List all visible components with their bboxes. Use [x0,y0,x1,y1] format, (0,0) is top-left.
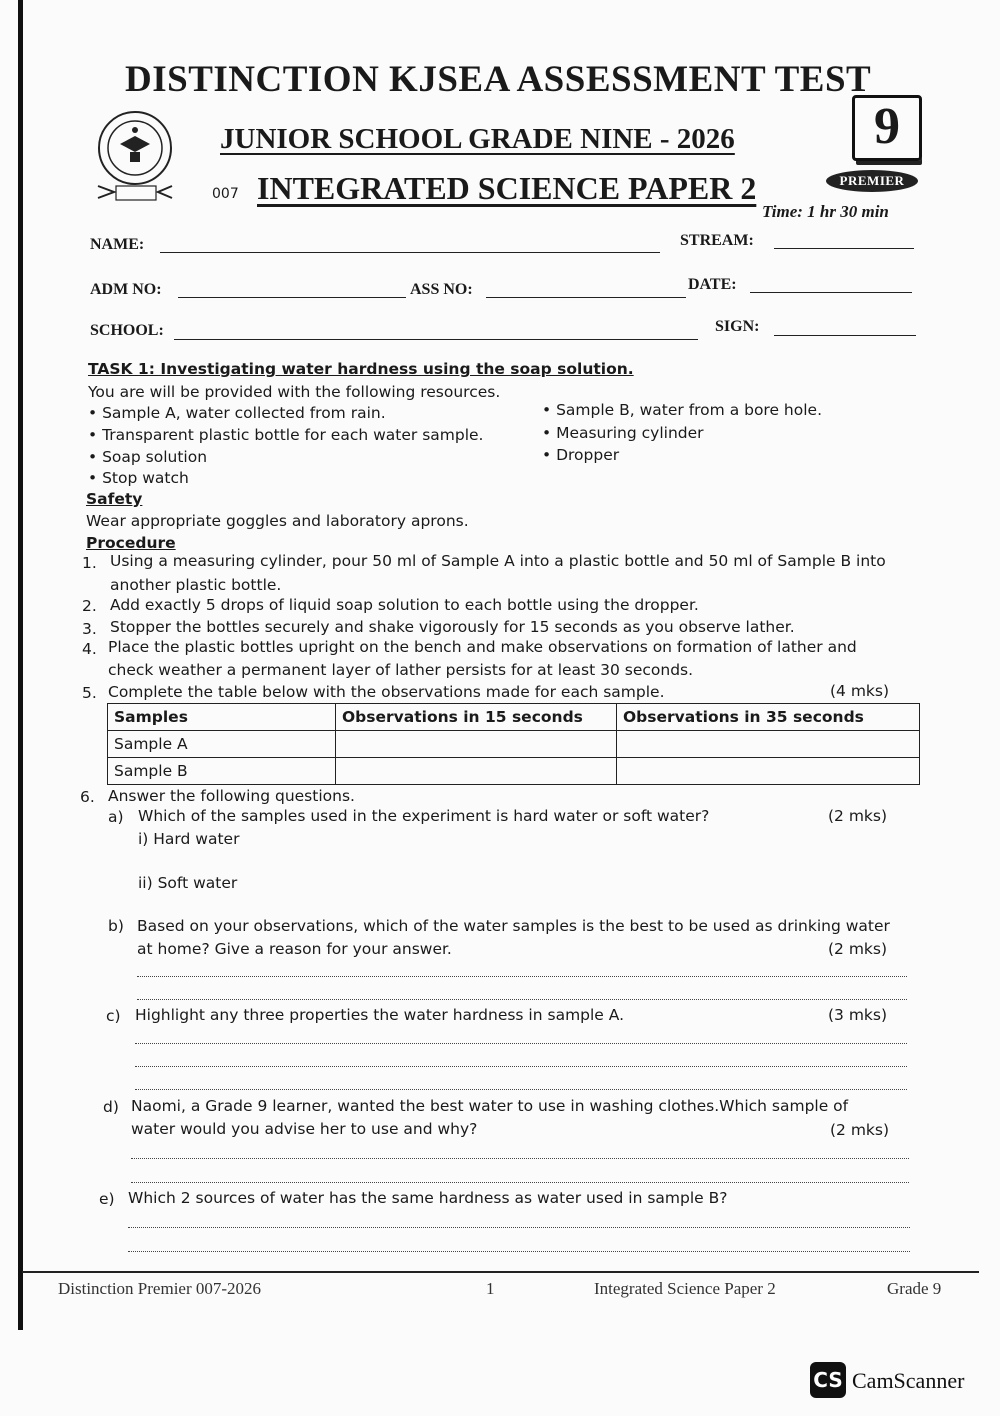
resource-item: • Soap solution [88,448,208,466]
name-field[interactable] [160,252,660,253]
resource-item: • Dropper [542,446,620,464]
footer-center: Integrated Science Paper 2 [594,1279,776,1298]
grade-badge: 9 [852,95,922,161]
premier-badge: PREMIER [826,170,918,192]
sub-question: i) Hard water [138,830,240,848]
question-label: a) [108,808,124,826]
resource-item: • Sample A, water collected from rain. [88,404,386,422]
observation-table [107,703,920,785]
answer-cell[interactable] [617,758,920,785]
task-heading: TASK 1: Investigating water hardness using the soap solution. [88,360,634,378]
answer-line[interactable] [137,999,907,1000]
exam-title: DISTINCTION KJSEA ASSESSMENT TEST [125,59,872,100]
camscanner-watermark: CamScanner [852,1368,965,1393]
paper-code: 007 [212,186,239,202]
sign-label: SIGN: [715,318,760,335]
answer-line[interactable] [131,1158,909,1159]
task-intro: You are will be provided with the following resources. [88,383,501,401]
procedure-heading: Procedure [86,534,176,552]
page-number: 1 [486,1279,495,1298]
scan-edge [18,0,23,1330]
time-allowed: Time: 1 hr 30 min [762,202,889,221]
step-text: Place the plastic bottles upright on the bench and make observations on formation of lather and [108,638,857,656]
step-number: 3. [82,620,97,638]
question-label: d) [103,1098,119,1116]
publisher-logo-icon [90,108,210,208]
step-number: 5. [82,684,97,702]
row-label: Sample B [108,758,336,785]
footer-left: Distinction Premier 007-2026 [58,1279,262,1298]
answer-line[interactable] [128,1227,910,1228]
answer-cell[interactable] [336,758,617,785]
question-text: Based on your observations, which of the water samples is the best to be used as drinking water [137,917,890,935]
marks-label: (2 mks) [828,940,888,958]
question-text: Answer the following questions. [108,787,355,805]
table-row [108,758,920,785]
resource-item: • Measuring cylinder [542,424,704,442]
date-field[interactable] [750,292,912,293]
question-text: at home? Give a reason for your answer. [137,940,452,958]
step-text: Add exactly 5 drops of liquid soap solution to each bottle using the dropper. [110,596,699,614]
name-label: NAME: [90,236,145,253]
sub-question: ii) Soft water [138,874,238,892]
sign-field[interactable] [774,335,916,336]
table-header-row [108,704,920,731]
adm-field[interactable] [178,297,406,298]
question-label: c) [106,1007,121,1025]
footer-right: Grade 9 [887,1279,942,1298]
question-label: e) [99,1190,115,1208]
question-text: water would you advise her to use and why? [131,1120,478,1138]
school-label: SCHOOL: [90,322,164,339]
step-number: 2. [82,597,97,615]
footer-divider [22,1271,979,1273]
resource-item: • Transparent plastic bottle for each water sample. [88,426,484,444]
step-text: Complete the table below with the observations made for each sample. [108,683,665,701]
ass-field[interactable] [486,297,686,298]
answer-cell[interactable] [336,731,617,758]
marks-label: (2 mks) [828,807,888,825]
question-text: Which 2 sources of water has the same hardness as water used in sample B? [128,1189,728,1207]
question-text: Naomi, a Grade 9 learner, wanted the best water to use in washing clothes.Which sample of [131,1097,849,1115]
question-label: b) [108,917,124,935]
resource-item: • Sample B, water from a bore hole. [542,401,823,419]
school-field[interactable] [174,339,698,340]
marks-label: (3 mks) [828,1006,888,1024]
camscanner-logo-icon: CS [810,1362,846,1398]
answer-cell[interactable] [617,731,920,758]
step-text: another plastic bottle. [110,576,282,594]
answer-line[interactable] [135,1043,907,1044]
date-label: DATE: [688,276,737,293]
resource-item: • Stop watch [88,469,189,487]
adm-label: ADM NO: [90,281,162,298]
answer-line[interactable] [128,1251,910,1252]
stream-field[interactable] [774,248,914,249]
safety-text: Wear appropriate goggles and laboratory aprons. [86,512,469,530]
step-text: Using a measuring cylinder, pour 50 ml of Sample A into a plastic bottle and 50 ml of Sample B into [110,552,886,570]
stream-label: STREAM: [680,232,754,249]
step-text: Stopper the bottles securely and shake vigorously for 15 seconds as you observe lather. [110,618,795,636]
column-header: Observations in 35 seconds [617,704,920,731]
marks-label: (2 mks) [830,1121,890,1139]
grade-subtitle: JUNIOR SCHOOL GRADE NINE - 2026 [220,123,735,155]
row-label: Sample A [108,731,336,758]
paper-title: INTEGRATED SCIENCE PAPER 2 [257,170,757,206]
answer-line[interactable] [131,1182,909,1183]
answer-line[interactable] [135,1089,907,1090]
question-text: Highlight any three properties the water hardness in sample A. [135,1006,625,1024]
safety-heading: Safety [86,490,143,508]
answer-line[interactable] [137,976,907,977]
step-number: 1. [82,554,97,572]
column-header: Samples [108,704,336,731]
table-row [108,731,920,758]
question-text: Which of the samples used in the experiment is hard water or soft water? [138,807,710,825]
step-text: check weather a permanent layer of lather persists for at least 30 seconds. [108,661,694,679]
ass-label: ASS NO: [410,281,473,298]
marks-label: (4 mks) [830,682,890,700]
question-number: 6. [80,788,95,806]
answer-line[interactable] [135,1066,907,1067]
column-header: Observations in 15 seconds [336,704,617,731]
step-number: 4. [82,640,97,658]
